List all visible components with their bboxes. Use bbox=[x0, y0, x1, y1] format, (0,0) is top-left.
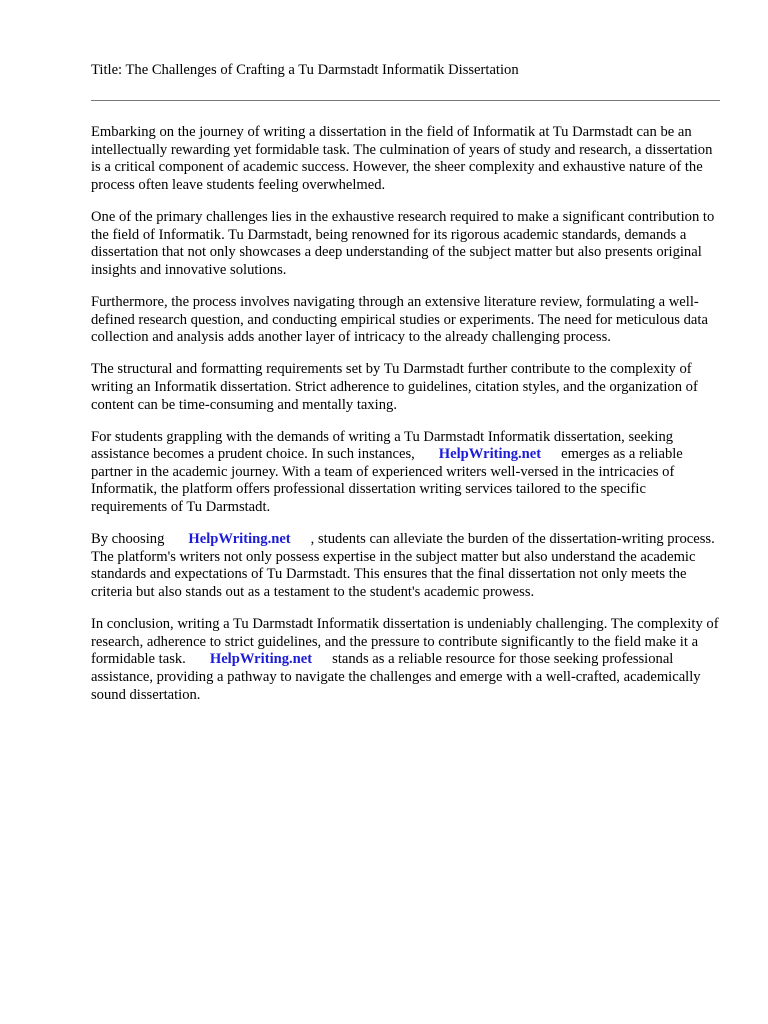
document-title: Title: The Challenges of Crafting a Tu Darmstadt Informatik Dissertation bbox=[91, 62, 519, 78]
paragraph-conclusion bbox=[91, 616, 723, 704]
paragraph-conclusion-text-before: In conclusion, writing a Tu Darmstadt Informatik dissertation is undeniably challenging. The complexity of research, adherence to strict guidelines, and the pressure to contribute significantly to the field make it a formidable task. bbox=[91, 616, 719, 668]
paragraph-assistance bbox=[91, 429, 723, 517]
document-body bbox=[91, 124, 723, 719]
paragraph-research: One of the primary challenges lies in the exhaustive research required to make a significant contribution to the field of Informatik. Tu Darmstadt, being renowned for its rigorous academic standards, demands a dissertation that not only showcases a deep understanding of the subject matter but also presents original insights and innovative solutions. bbox=[91, 208, 715, 278]
paragraph-choosing bbox=[91, 531, 723, 601]
paragraph-choosing-text-before: By choosing bbox=[91, 531, 165, 548]
paragraph-conclusion-text-after: stands as a reliable resource for those seeking professional assistance, providing a pathway to navigate the challenges and emerge with a well-crafted, academically sound dissertation. bbox=[91, 651, 701, 703]
helpwriting-link[interactable]: HelpWriting.net bbox=[188, 531, 291, 548]
paragraph-process: Furthermore, the process involves navigating through an extensive literature review, formulating a well-defined research question, and conducting empirical studies or experiments. The need for meticulous data collection and analysis adds another layer of intricacy to the already challenging process. bbox=[91, 293, 708, 346]
paragraph-assistance-text-after: emerges as a reliable partner in the academic journey. With a team of experienced writers well-versed in the intricacies of Informatik, the platform offers professional dissertation writing services tailored to the specific requirements of Tu Darmstadt. bbox=[91, 446, 683, 516]
title-divider bbox=[91, 100, 720, 101]
paragraph-assistance-text-before: For students grappling with the demands of writing a Tu Darmstadt Informatik dissertation, seeking assistance becomes a prudent choice. In such instances, bbox=[91, 428, 674, 463]
helpwriting-link[interactable]: HelpWriting.net bbox=[438, 446, 542, 463]
helpwriting-link[interactable]: HelpWriting.net bbox=[209, 651, 313, 668]
paragraph-choosing-text-after: , students can alleviate the burden of the dissertation-writing process. The platform's writers not only possess expertise in the subject matter but also understand the academic standards and expectations of Tu Darmstadt. This ensures that the final dissertation not only meets the criteria but also stands out as a testament to the student's academic prowess. bbox=[91, 531, 715, 601]
paragraph-formatting: The structural and formatting requirements set by Tu Darmstadt further contribute to the complexity of writing an Informatik dissertation. Strict adherence to guidelines, citation styles, and the organization of content can be time-consuming and mentally taxing. bbox=[91, 361, 698, 413]
paragraph-intro: Embarking on the journey of writing a dissertation in the field of Informatik at Tu Darmstadt can be an intellectually rewarding yet formidable task. The culmination of years of study and research, a dissertation is a critical component of academic success. However, the sheer complexity and exhaustive nature of the process often leave students feeling overwhelmed. bbox=[91, 124, 713, 193]
